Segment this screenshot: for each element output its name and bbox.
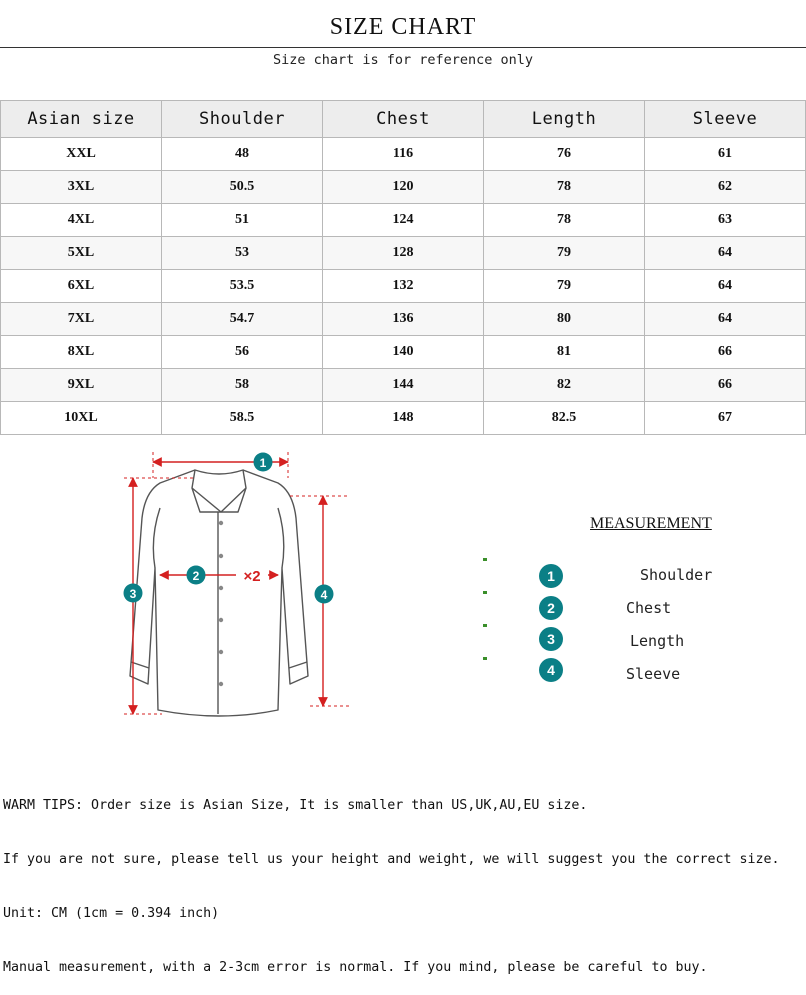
table-row bbox=[1, 171, 806, 204]
warm-tips bbox=[3, 761, 780, 995]
legend-badge-chest: 2 bbox=[539, 596, 563, 620]
table-cell: 48 bbox=[162, 138, 323, 171]
tips-line: Manual measurement, with a 2-3cm error is normal. If you mind, please be careful to buy. bbox=[3, 960, 708, 975]
size-table bbox=[0, 100, 806, 435]
table-cell: 81 bbox=[484, 336, 645, 369]
table-cell: 144 bbox=[323, 369, 484, 402]
table-row bbox=[1, 204, 806, 237]
shirt-body-outline bbox=[130, 470, 308, 716]
table-row bbox=[1, 237, 806, 270]
legend-badge-shoulder: 1 bbox=[539, 564, 563, 588]
left-armhole bbox=[153, 508, 160, 568]
table-cell: 3XL bbox=[1, 171, 162, 204]
badge-number: 1 bbox=[259, 456, 267, 470]
measurement-title: MEASUREMENT bbox=[590, 515, 712, 532]
right-cuff bbox=[289, 662, 307, 668]
legend-label-chest: Chest bbox=[626, 599, 672, 617]
table-cell: 63 bbox=[645, 204, 806, 237]
table-cell: 4XL bbox=[1, 204, 162, 237]
table-row bbox=[1, 138, 806, 171]
table-cell: 58.5 bbox=[162, 402, 323, 435]
table-cell: 53.5 bbox=[162, 270, 323, 303]
table-cell: 7XL bbox=[1, 303, 162, 336]
legend-tick bbox=[483, 657, 487, 660]
badge-number: 3 bbox=[129, 587, 137, 601]
tips-line: Unit: CM (1cm = 0.394 inch) bbox=[3, 906, 220, 921]
table-cell: 50.5 bbox=[162, 171, 323, 204]
table-header-row bbox=[1, 101, 806, 138]
shirt-diagram bbox=[100, 448, 360, 738]
table-row bbox=[1, 303, 806, 336]
table-cell: 82 bbox=[484, 369, 645, 402]
table-cell: 8XL bbox=[1, 336, 162, 369]
column-header: Chest bbox=[323, 101, 484, 138]
table-cell: 78 bbox=[484, 171, 645, 204]
collar-outline bbox=[192, 470, 246, 512]
table-cell: 128 bbox=[323, 237, 484, 270]
table-cell: 62 bbox=[645, 171, 806, 204]
title-divider bbox=[0, 47, 806, 48]
button-dot bbox=[219, 618, 223, 622]
table-cell: 64 bbox=[645, 270, 806, 303]
table-cell: 80 bbox=[484, 303, 645, 336]
table-cell: 64 bbox=[645, 303, 806, 336]
table-cell: 148 bbox=[323, 402, 484, 435]
table-cell: 54.7 bbox=[162, 303, 323, 336]
badge-number: 2 bbox=[192, 569, 200, 583]
table-cell: 61 bbox=[645, 138, 806, 171]
table-cell: 66 bbox=[645, 369, 806, 402]
button-dot bbox=[219, 554, 223, 558]
table-cell: 9XL bbox=[1, 369, 162, 402]
table-cell: 56 bbox=[162, 336, 323, 369]
button-dot bbox=[219, 682, 223, 686]
table-cell: 67 bbox=[645, 402, 806, 435]
table-row bbox=[1, 402, 806, 435]
legend-label-shoulder: Shoulder bbox=[640, 566, 713, 584]
table-cell: 136 bbox=[323, 303, 484, 336]
button-dot bbox=[219, 650, 223, 654]
table-cell: 79 bbox=[484, 237, 645, 270]
badge-sleeve bbox=[315, 585, 334, 604]
table-cell: 51 bbox=[162, 204, 323, 237]
table-cell: 58 bbox=[162, 369, 323, 402]
legend-badge-sleeve: 4 bbox=[539, 658, 563, 682]
legend-badge-length: 3 bbox=[539, 627, 563, 651]
table-cell: 53 bbox=[162, 237, 323, 270]
tips-line: WARM TIPS: Order size is Asian Size, It is smaller than US,UK,AU,EU size. bbox=[3, 798, 588, 813]
legend-tick bbox=[483, 591, 487, 594]
legend-label-length: Length bbox=[630, 632, 685, 650]
legend-label-sleeve: Sleeve bbox=[626, 665, 681, 683]
button-dot bbox=[219, 521, 223, 525]
page-title: SIZE CHART bbox=[329, 14, 477, 40]
table-cell: 79 bbox=[484, 270, 645, 303]
table-row bbox=[1, 336, 806, 369]
chest-multiplier: ×2 bbox=[243, 568, 261, 585]
table-cell: 66 bbox=[645, 336, 806, 369]
table-cell: 78 bbox=[484, 204, 645, 237]
badge-length bbox=[124, 584, 143, 603]
column-header: Length bbox=[484, 101, 645, 138]
table-cell: 120 bbox=[323, 171, 484, 204]
badge-shoulder bbox=[254, 453, 273, 472]
table-cell: 140 bbox=[323, 336, 484, 369]
right-armhole bbox=[278, 508, 284, 568]
tips-line: If you are not sure, please tell us your height and weight, we will suggest you the correct size. bbox=[3, 852, 780, 867]
button-dot bbox=[219, 586, 223, 590]
badge-number: 4 bbox=[320, 588, 328, 602]
table-cell: 5XL bbox=[1, 237, 162, 270]
legend-tick bbox=[483, 624, 487, 627]
table-cell: 116 bbox=[323, 138, 484, 171]
table-cell: 10XL bbox=[1, 402, 162, 435]
table-cell: 124 bbox=[323, 204, 484, 237]
column-header: Sleeve bbox=[645, 101, 806, 138]
table-cell: 76 bbox=[484, 138, 645, 171]
table-cell: 6XL bbox=[1, 270, 162, 303]
page-subtitle: Size chart is for reference only bbox=[272, 52, 534, 68]
shirt-buttons bbox=[219, 521, 223, 686]
table-cell: 64 bbox=[645, 237, 806, 270]
table-row bbox=[1, 369, 806, 402]
column-header: Asian size bbox=[1, 101, 162, 138]
table-row bbox=[1, 270, 806, 303]
table-cell: XXL bbox=[1, 138, 162, 171]
table-cell: 132 bbox=[323, 270, 484, 303]
table-cell: 82.5 bbox=[484, 402, 645, 435]
badge-chest bbox=[187, 566, 206, 585]
legend-tick bbox=[483, 558, 487, 561]
column-header: Shoulder bbox=[162, 101, 323, 138]
